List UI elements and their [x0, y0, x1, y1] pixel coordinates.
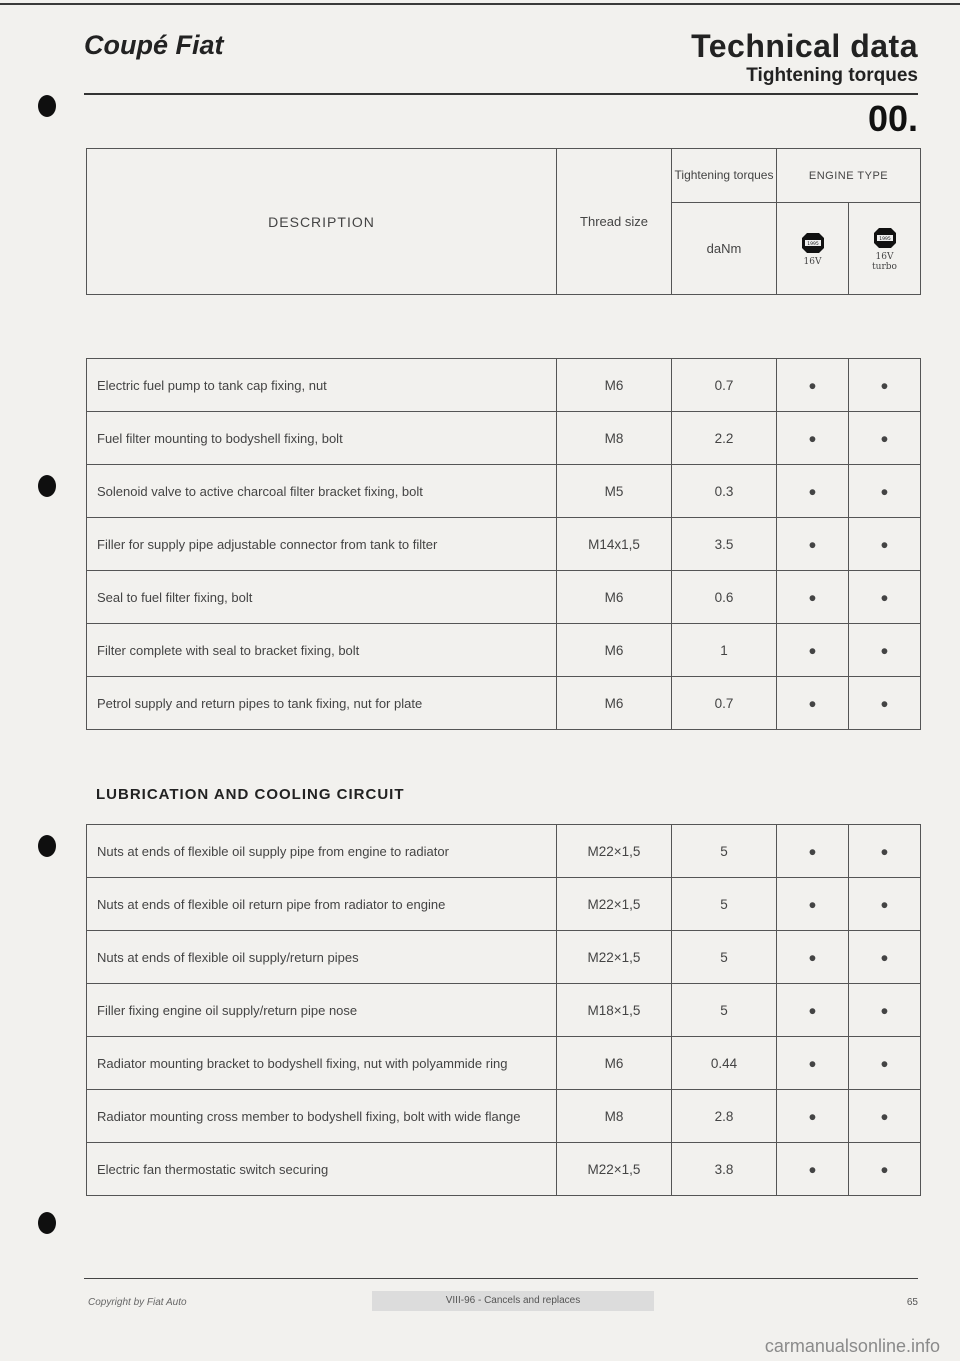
row-torque: 3.8 [672, 1143, 777, 1196]
table-row [87, 1143, 921, 1196]
row-thread-size: M6 [557, 359, 672, 412]
engine-label: 16V [803, 257, 822, 267]
row-engine-16v-mark: ● [777, 1037, 849, 1090]
row-engine-16v-mark: ● [777, 359, 849, 412]
row-engine-16v-mark: ● [777, 677, 849, 730]
row-engine-turbo-mark: ● [849, 518, 921, 571]
row-description: Filter complete with seal to bracket fixing, bolt [87, 624, 557, 677]
row-torque: 0.7 [672, 677, 777, 730]
row-engine-turbo-mark: ● [849, 465, 921, 518]
engine-badge-text: 1995 [806, 242, 819, 247]
row-description: Nuts at ends of flexible oil supply pipe from engine to radiator [87, 825, 557, 878]
binder-hole [38, 95, 56, 117]
row-engine-16v-mark: ● [777, 465, 849, 518]
row-thread-size: M22×1,5 [557, 878, 672, 931]
row-torque: 5 [672, 984, 777, 1037]
binder-hole [38, 835, 56, 857]
row-engine-16v-mark: ● [777, 412, 849, 465]
table-row [87, 571, 921, 624]
header-torques: Tightening torques [672, 149, 777, 203]
row-torque: 0.3 [672, 465, 777, 518]
page-number: 65 [906, 1297, 918, 1308]
engine-icon [799, 230, 827, 256]
row-engine-16v-mark: ● [777, 984, 849, 1037]
table-row [87, 1090, 921, 1143]
table-row [87, 677, 921, 730]
engine-badge-text: 1995 [878, 237, 891, 242]
row-thread-size: M14x1,5 [557, 518, 672, 571]
binder-hole [38, 1212, 56, 1234]
row-engine-turbo-mark: ● [849, 1037, 921, 1090]
row-thread-size: M22×1,5 [557, 931, 672, 984]
row-torque: 0.44 [672, 1037, 777, 1090]
footer-rule [84, 1278, 918, 1279]
row-description: Electric fan thermostatic switch securing [87, 1143, 557, 1196]
row-description: Electric fuel pump to tank cap fixing, nut [87, 359, 557, 412]
section-subtitle: Tightening torques [746, 65, 918, 86]
table-row [87, 624, 921, 677]
row-thread-size: M6 [557, 677, 672, 730]
row-thread-size: M5 [557, 465, 672, 518]
row-torque: 2.2 [672, 412, 777, 465]
header-rule [84, 93, 918, 95]
row-description: Fuel filter mounting to bodyshell fixing, bolt [87, 412, 557, 465]
row-thread-size: M6 [557, 1037, 672, 1090]
lubrication-torque-table [86, 824, 921, 1196]
header-description: DESCRIPTION [87, 149, 557, 295]
row-engine-16v-mark: ● [777, 825, 849, 878]
header-thread-size: Thread size [557, 149, 672, 295]
row-engine-turbo-mark: ● [849, 1143, 921, 1196]
row-thread-size: M8 [557, 1090, 672, 1143]
row-engine-turbo-mark: ● [849, 571, 921, 624]
row-torque: 0.7 [672, 359, 777, 412]
table-row [87, 359, 921, 412]
row-thread-size: M8 [557, 412, 672, 465]
row-engine-16v-mark: ● [777, 1143, 849, 1196]
row-torque: 1 [672, 624, 777, 677]
fuel-torque-table [86, 358, 921, 730]
table-row [87, 984, 921, 1037]
row-description: Filler for supply pipe adjustable connector from tank to filter [87, 518, 557, 571]
table-header [86, 148, 921, 295]
row-description: Nuts at ends of flexible oil supply/return pipes [87, 931, 557, 984]
top-edge-line [0, 3, 960, 5]
row-description: Seal to fuel filter fixing, bolt [87, 571, 557, 624]
row-engine-16v-mark: ● [777, 931, 849, 984]
table-row [87, 412, 921, 465]
row-engine-turbo-mark: ● [849, 1090, 921, 1143]
row-description: Radiator mounting bracket to bodyshell fixing, nut with polyammide ring [87, 1037, 557, 1090]
section-title: Technical data [691, 28, 918, 64]
watermark: carmanualsonline.info [764, 1336, 940, 1356]
row-torque: 2.8 [672, 1090, 777, 1143]
row-description: Petrol supply and return pipes to tank fixing, nut for plate [87, 677, 557, 730]
engine-label: 16V turbo [872, 252, 897, 272]
row-engine-16v-mark: ● [777, 624, 849, 677]
footer-edition: VIII-96 - Cancels and replaces [372, 1291, 654, 1311]
row-engine-16v-mark: ● [777, 878, 849, 931]
row-engine-turbo-mark: ● [849, 825, 921, 878]
row-description: Filler fixing engine oil supply/return pipe nose [87, 984, 557, 1037]
row-engine-turbo-mark: ● [849, 412, 921, 465]
row-engine-16v-mark: ● [777, 571, 849, 624]
row-torque: 0.6 [672, 571, 777, 624]
row-engine-16v-mark: ● [777, 518, 849, 571]
row-description: Radiator mounting cross member to bodyshell fixing, bolt with wide flange [87, 1090, 557, 1143]
header-engine-type: ENGINE TYPE [777, 149, 921, 203]
header-unit: daNm [672, 203, 777, 295]
footer-copyright: Copyright by Fiat Auto [88, 1297, 187, 1308]
row-thread-size: M22×1,5 [557, 1143, 672, 1196]
row-torque: 5 [672, 878, 777, 931]
engine-col-16v-turbo [849, 203, 921, 295]
table-row [87, 825, 921, 878]
row-engine-turbo-mark: ● [849, 878, 921, 931]
table-row [87, 465, 921, 518]
row-thread-size: M18×1,5 [557, 984, 672, 1037]
row-description: Solenoid valve to active charcoal filter bracket fixing, bolt [87, 465, 557, 518]
engine-col-16v [777, 203, 849, 295]
lubrication-heading: LUBRICATION AND COOLING CIRCUIT [96, 786, 405, 803]
table-row [87, 1037, 921, 1090]
row-engine-turbo-mark: ● [849, 677, 921, 730]
row-engine-turbo-mark: ● [849, 931, 921, 984]
row-torque: 5 [672, 825, 777, 878]
binder-hole [38, 475, 56, 497]
row-description: Nuts at ends of flexible oil return pipe from radiator to engine [87, 878, 557, 931]
row-thread-size: M6 [557, 624, 672, 677]
row-torque: 5 [672, 931, 777, 984]
table-row [87, 518, 921, 571]
table-row [87, 878, 921, 931]
table-row [87, 931, 921, 984]
row-engine-16v-mark: ● [777, 1090, 849, 1143]
section-number: 00. [867, 98, 918, 139]
row-engine-turbo-mark: ● [849, 359, 921, 412]
row-engine-turbo-mark: ● [849, 624, 921, 677]
row-thread-size: M6 [557, 571, 672, 624]
engine-icon [871, 225, 899, 251]
row-torque: 3.5 [672, 518, 777, 571]
brand-title: Coupé Fiat [84, 30, 224, 60]
row-engine-turbo-mark: ● [849, 984, 921, 1037]
row-thread-size: M22×1,5 [557, 825, 672, 878]
